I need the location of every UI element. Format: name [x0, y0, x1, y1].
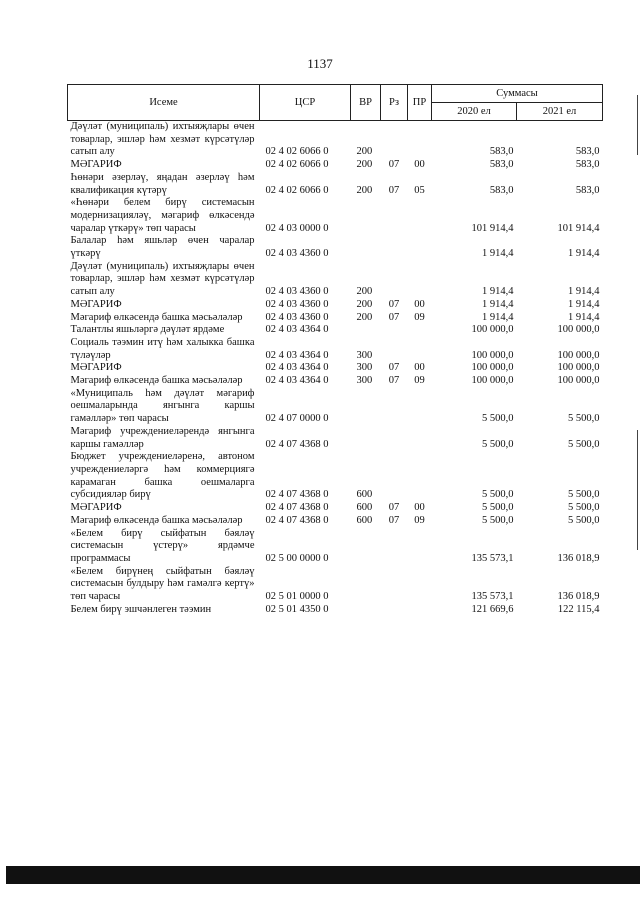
- cell-vr: 200: [356, 146, 373, 158]
- cell-vr: 200: [356, 311, 373, 323]
- cell-s2020: 5 500,0: [482, 413, 514, 425]
- cell-pr: 00: [414, 362, 425, 374]
- cell-vr: 200: [356, 286, 373, 298]
- cell-name: Мәгариф учреждениеләрендә янгынга каршы гамәлләр: [70, 425, 255, 450]
- cell-name: «Муниципаль һәм дәүләт мәгариф оешмаларында янгынга каршы гамәлләр» төп чарасы: [70, 387, 255, 425]
- cell-rz: [381, 197, 408, 235]
- cell-name: Дәүләт (муниципаль) ихтыяҗлары өчен товарлар, эшләр һәм хезмәт күрсәтүләр сатып алу: [70, 260, 255, 298]
- cell-name: Талантлы яшьләргә дәүләт ярдәме: [70, 324, 225, 336]
- cell-s2021: 122 115,4: [557, 603, 600, 615]
- cell-pr: [408, 337, 432, 362]
- table-row: [68, 121, 603, 160]
- cell-rz: [381, 388, 408, 426]
- table-row: [68, 515, 603, 528]
- header-sums: Суммасы: [432, 85, 603, 103]
- cell-vr: [351, 604, 381, 617]
- cell-s2020: 1 914,4: [482, 298, 514, 310]
- cell-vr: 200: [356, 298, 373, 310]
- header-year-2021: 2021 ел: [517, 103, 603, 121]
- cell-code: 02 4 03 4360 0: [265, 298, 329, 310]
- cell-s2021: 100 000,0: [557, 324, 600, 336]
- cell-rz: [381, 337, 408, 362]
- cell-pr: 05: [414, 184, 425, 196]
- cell-s2020: 135 573,1: [471, 591, 514, 603]
- cell-rz: [381, 528, 408, 566]
- cell-s2020: 100 000,0: [471, 324, 514, 336]
- cell-code: 02 4 02 6066 0: [265, 184, 329, 196]
- cell-s2021: 1 914,4: [568, 286, 600, 298]
- cell-s2020: 1 914,4: [482, 311, 514, 323]
- cell-vr: [351, 388, 381, 426]
- cell-s2021: 583,0: [575, 184, 600, 196]
- cell-s2021: 5 500,0: [568, 489, 600, 501]
- cell-name: Дәүләт (муниципаль) ихтыяҗлары өчен товарлар, эшләр һәм хезмәт күрсәтүләр сатып алу: [70, 121, 255, 158]
- cell-rz: [381, 451, 408, 502]
- cell-name: МӘГАРИФ: [70, 159, 122, 171]
- cell-s2021: 101 914,4: [557, 222, 600, 234]
- cell-s2020: 583,0: [489, 184, 514, 196]
- cell-code: 02 4 07 4368 0: [265, 489, 329, 501]
- cell-s2020: 5 500,0: [482, 514, 514, 526]
- table-row: [68, 197, 603, 235]
- table-row: [68, 566, 603, 604]
- cell-code: 02 4 03 4360 0: [265, 286, 329, 298]
- cell-s2020: 100 000,0: [471, 349, 514, 361]
- cell-vr: 600: [356, 502, 373, 514]
- cell-s2021: 1 914,4: [568, 298, 600, 310]
- cell-code: 02 4 07 4368 0: [265, 502, 329, 514]
- cell-s2021: 5 500,0: [568, 438, 600, 450]
- cell-name: Мәгариф өлкәсендә башка мәсьәләләр: [70, 514, 243, 526]
- cell-vr: 300: [356, 375, 373, 387]
- cell-s2021: 5 500,0: [568, 413, 600, 425]
- scan-edge-mark: [637, 430, 638, 550]
- cell-pr: 00: [414, 298, 425, 310]
- cell-rz: [381, 121, 408, 160]
- budget-table: [67, 84, 603, 616]
- table-row: [68, 261, 603, 299]
- cell-vr: 600: [356, 489, 373, 501]
- cell-vr: [351, 566, 381, 604]
- cell-code: 02 4 03 0000 0: [265, 222, 329, 234]
- page-number: 1137: [307, 56, 333, 71]
- cell-pr: [408, 235, 432, 260]
- cell-rz: 07: [388, 362, 400, 374]
- table-row: [68, 312, 603, 325]
- cell-code: 02 4 03 4364 0: [265, 375, 329, 387]
- cell-name: «Һөнәри белем бирү системасын модернизацияләү, мәгариф өлкәсендә чаралар үткәрү» төп чарасы: [70, 197, 255, 234]
- table-row: [68, 604, 603, 617]
- cell-pr: [408, 261, 432, 299]
- cell-rz: [381, 604, 408, 617]
- cell-vr: 300: [356, 362, 373, 374]
- cell-name: Мәгариф өлкәсендә башка мәсьәләләр: [70, 311, 243, 323]
- cell-s2020: 100 000,0: [471, 362, 514, 374]
- cell-rz: 07: [388, 514, 400, 526]
- cell-vr: 300: [356, 349, 373, 361]
- cell-name: Һөнәри әзерләү, яңадан әзерләү һәм квалификация күтәрү: [70, 171, 255, 196]
- cell-vr: [351, 324, 381, 337]
- cell-name: «Белем бирү сыйфатын бәяләү системасын үстерү» ярдәмче программасы: [70, 527, 255, 564]
- table-row: [68, 299, 603, 312]
- cell-vr: 200: [356, 184, 373, 196]
- cell-vr: [351, 426, 381, 451]
- cell-s2020: 1 914,4: [482, 248, 514, 260]
- cell-rz: 07: [388, 502, 400, 514]
- cell-name: МӘГАРИФ: [70, 362, 122, 374]
- header-pr: ПР: [408, 85, 432, 121]
- cell-name: Балалар һәм яшьләр өчен чаралар үткәрү: [70, 235, 255, 260]
- table-row: [68, 337, 603, 362]
- cell-name: МӘГАРИФ: [70, 298, 122, 310]
- cell-code: 02 4 07 4368 0: [265, 438, 329, 450]
- header-code: ЦСР: [260, 85, 351, 121]
- cell-s2021: 5 500,0: [568, 502, 600, 514]
- cell-s2021: 1 914,4: [568, 311, 600, 323]
- cell-pr: [408, 451, 432, 502]
- cell-s2020: 583,0: [489, 146, 514, 158]
- cell-s2020: 5 500,0: [482, 438, 514, 450]
- table-row: [68, 159, 603, 172]
- cell-pr: [408, 426, 432, 451]
- cell-code: 02 4 03 4364 0: [265, 362, 329, 374]
- cell-s2020: 121 669,6: [471, 603, 514, 615]
- cell-pr: [408, 604, 432, 617]
- cell-pr: [408, 566, 432, 604]
- cell-rz: [381, 261, 408, 299]
- cell-rz: 07: [388, 375, 400, 387]
- cell-s2020: 5 500,0: [482, 489, 514, 501]
- table-row: [68, 528, 603, 566]
- cell-pr: [408, 528, 432, 566]
- cell-name: «Белем бирүнең сыйфатын бәяләү системасын булдыру һәм гамәлгә кертү» төп чарасы: [70, 565, 255, 603]
- cell-name: Социаль тәэмин итү һәм халыкка башка түләүләр: [70, 336, 255, 361]
- table-header: [68, 85, 603, 121]
- cell-vr: [351, 528, 381, 566]
- cell-rz: [381, 426, 408, 451]
- cell-code: 02 4 03 4360 0: [265, 311, 329, 323]
- scan-bottom-bar: [6, 866, 640, 884]
- cell-s2020: 100 000,0: [471, 375, 514, 387]
- cell-rz: 07: [388, 311, 400, 323]
- cell-pr: 09: [414, 311, 425, 323]
- cell-code: 02 4 02 6066 0: [265, 146, 329, 158]
- cell-code: 02 4 03 4360 0: [265, 248, 329, 260]
- table-row: [68, 426, 603, 451]
- cell-s2021: 100 000,0: [557, 375, 600, 387]
- cell-pr: 00: [414, 502, 425, 514]
- cell-s2021: 136 018,9: [557, 552, 600, 564]
- table-row: [68, 172, 603, 197]
- table-body: [68, 121, 603, 617]
- header-year-2020: 2020 ел: [432, 103, 517, 121]
- cell-vr: [351, 197, 381, 235]
- cell-rz: [381, 566, 408, 604]
- cell-vr: [351, 235, 381, 260]
- cell-code: 02 4 03 4364 0: [265, 349, 329, 361]
- cell-pr: [408, 197, 432, 235]
- cell-s2021: 583,0: [575, 159, 600, 171]
- table-row: [68, 502, 603, 515]
- cell-vr: 600: [356, 514, 373, 526]
- cell-rz: 07: [388, 298, 400, 310]
- cell-s2020: 5 500,0: [482, 502, 514, 514]
- cell-code: 02 4 07 4368 0: [265, 514, 329, 526]
- cell-name: МӘГАРИФ: [70, 502, 122, 514]
- header-name: Исеме: [68, 85, 260, 121]
- cell-rz: 07: [388, 184, 400, 196]
- cell-code: 02 4 03 4364 0: [265, 324, 329, 336]
- table-row: [68, 375, 603, 388]
- cell-name: Белем бирү эшчәнлеген тәэмин: [70, 603, 212, 615]
- cell-code: 02 5 01 0000 0: [265, 591, 329, 603]
- cell-s2021: 1 914,4: [568, 248, 600, 260]
- table-row: [68, 324, 603, 337]
- cell-rz: [381, 324, 408, 337]
- cell-s2020: 583,0: [489, 159, 514, 171]
- cell-rz: [381, 235, 408, 260]
- cell-pr: [408, 324, 432, 337]
- cell-code: 02 5 01 4350 0: [265, 603, 329, 615]
- cell-s2021: 100 000,0: [557, 349, 600, 361]
- cell-code: 02 4 02 6066 0: [265, 159, 329, 171]
- table-row: [68, 388, 603, 426]
- cell-code: 02 5 00 0000 0: [265, 552, 329, 564]
- cell-pr: [408, 121, 432, 160]
- cell-s2021: 5 500,0: [568, 514, 600, 526]
- cell-code: 02 4 07 0000 0: [265, 413, 329, 425]
- cell-s2020: 101 914,4: [471, 222, 514, 234]
- cell-rz: 07: [388, 159, 400, 171]
- scan-edge-mark: [637, 95, 638, 155]
- cell-s2021: 136 018,9: [557, 591, 600, 603]
- cell-name: Мәгариф өлкәсендә башка мәсьәләләр: [70, 375, 243, 387]
- table-row: [68, 235, 603, 260]
- cell-s2021: 100 000,0: [557, 362, 600, 374]
- cell-pr: 09: [414, 375, 425, 387]
- cell-s2020: 1 914,4: [482, 286, 514, 298]
- header-rz: Рз: [381, 85, 408, 121]
- header-vr: ВР: [351, 85, 381, 121]
- cell-name: Бюджет учреждениеләренә, автоном учреждениеләргә һәм коммерциягә карамаган башка оешмаларга субсидияләр бирү: [70, 451, 255, 501]
- table-row: [68, 451, 603, 502]
- cell-s2020: 135 573,1: [471, 552, 514, 564]
- cell-vr: 200: [356, 159, 373, 171]
- cell-pr: [408, 388, 432, 426]
- cell-s2021: 583,0: [575, 146, 600, 158]
- table-row: [68, 362, 603, 375]
- cell-pr: 00: [414, 159, 425, 171]
- cell-pr: 09: [414, 514, 425, 526]
